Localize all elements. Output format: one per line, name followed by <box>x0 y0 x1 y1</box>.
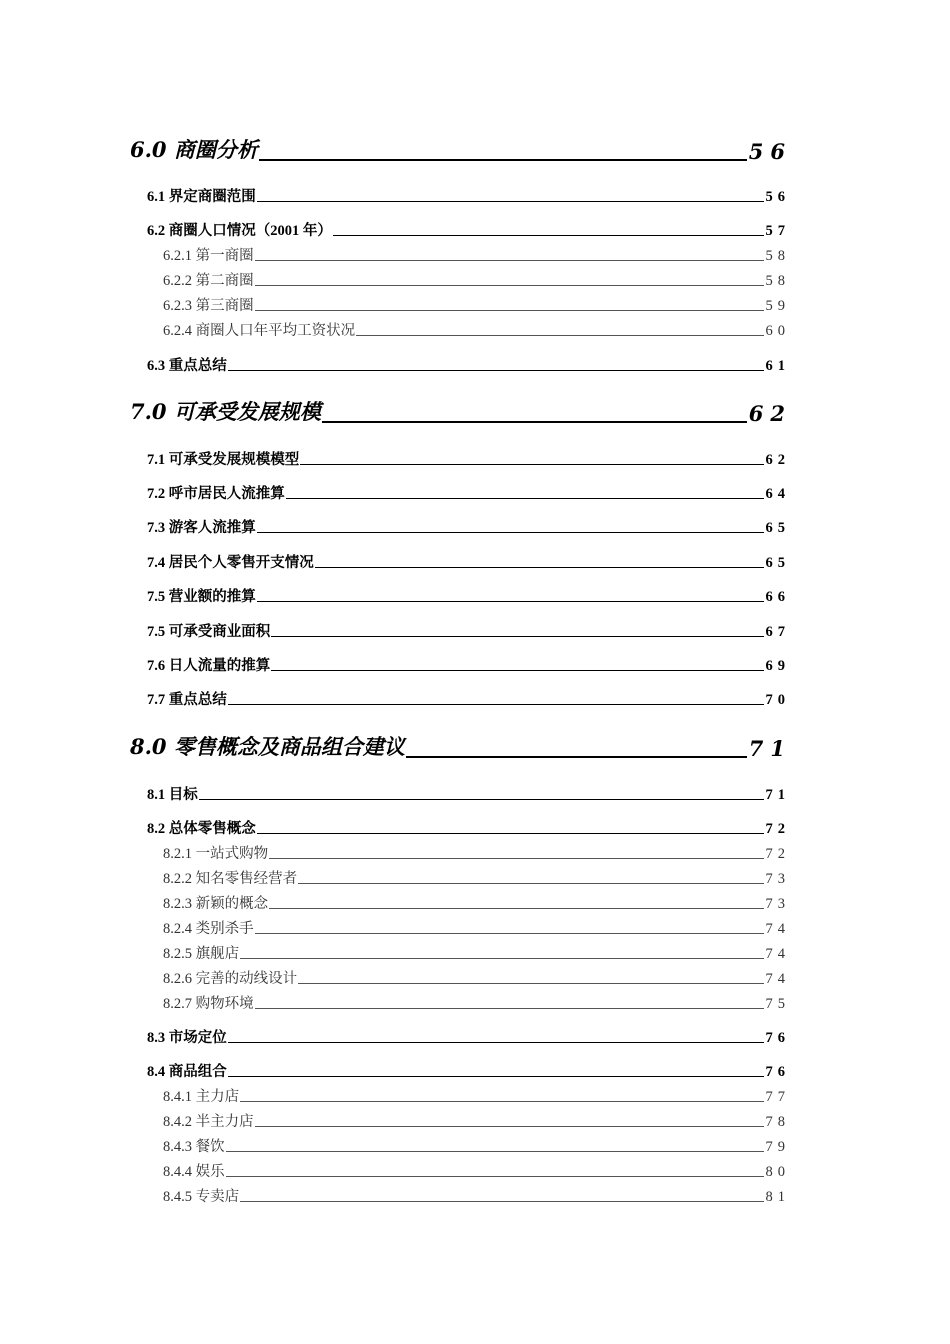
toc-page-number: 76 <box>765 1064 790 1080</box>
toc-entry-7-4[interactable] <box>147 552 790 572</box>
toc-leader <box>269 908 763 909</box>
toc-page-number: 58 <box>765 248 790 264</box>
toc-page-number: 62 <box>748 401 792 426</box>
toc-entry-8-0[interactable] <box>130 733 792 761</box>
toc-entry-6-2-3[interactable] <box>163 295 790 315</box>
toc-entry-7-0[interactable] <box>130 398 792 426</box>
toc-entry-7-3[interactable] <box>147 517 790 537</box>
toc-leader <box>240 1101 763 1102</box>
toc-leader <box>257 833 764 834</box>
toc-entry-label: 7.3 游客人流推算 <box>147 520 256 536</box>
toc-leader <box>255 285 764 286</box>
toc-leader <box>406 756 747 758</box>
toc-leader <box>286 498 764 499</box>
toc-page-number: 77 <box>765 1089 790 1105</box>
toc-page-number: 65 <box>765 520 790 536</box>
toc-entry-label: 8.4.1 主力店 <box>163 1089 240 1105</box>
toc-page-number: 74 <box>765 921 790 937</box>
toc-leader <box>255 260 764 261</box>
toc-leader <box>228 370 764 371</box>
toc-leader <box>226 1176 764 1177</box>
toc-entry-label: 7.6 日人流量的推算 <box>147 658 271 674</box>
toc-page-number: 81 <box>765 1189 790 1205</box>
toc-leader <box>228 704 764 705</box>
toc-entry-6-2-1[interactable] <box>163 245 790 265</box>
toc-entry-8-2-1[interactable] <box>163 843 790 863</box>
toc-page-number: 61 <box>765 358 790 374</box>
toc-entry-label: 8.2.3 新颖的概念 <box>163 896 269 912</box>
toc-leader <box>257 201 764 202</box>
toc-entry-label: 8.2 总体零售概念 <box>147 821 256 837</box>
toc-page-number: 69 <box>765 658 790 674</box>
toc-entry-label: 6.2 商圈人口情况（2001 年） <box>147 223 332 239</box>
toc-page-number: 66 <box>765 589 790 605</box>
toc-leader <box>322 421 747 423</box>
toc-leader <box>259 159 747 161</box>
toc-leader <box>255 310 764 311</box>
toc-entry-label: 6.0 商圈分析 <box>130 137 258 162</box>
toc-entry-label: 6.3 重点总结 <box>147 358 227 374</box>
toc-page-number: 56 <box>765 189 790 205</box>
toc-leader <box>255 933 764 934</box>
toc-leader <box>228 1076 764 1077</box>
toc-entry-8-4-2[interactable] <box>163 1111 790 1131</box>
toc-entry-label: 7.5 营业额的推算 <box>147 589 256 605</box>
toc-entry-8-2[interactable] <box>147 818 790 838</box>
toc-entry-label: 8.2.6 完善的动线设计 <box>163 971 298 987</box>
toc-page-number: 74 <box>765 946 790 962</box>
toc-entry-8-4-4[interactable] <box>163 1161 790 1181</box>
toc-leader <box>240 958 763 959</box>
toc-leader <box>271 670 763 671</box>
toc-leader <box>257 601 764 602</box>
toc-entry-label: 8.4.2 半主力店 <box>163 1114 254 1130</box>
toc-page-number: 79 <box>765 1139 790 1155</box>
toc-entry-label: 8.4.3 餐饮 <box>163 1139 225 1155</box>
toc-entry-8-4[interactable] <box>147 1061 790 1081</box>
toc-entry-label: 7.7 重点总结 <box>147 692 227 708</box>
toc-entry-8-2-7[interactable] <box>163 993 790 1013</box>
toc-leader <box>226 1151 764 1152</box>
toc-page-number: 71 <box>748 736 792 761</box>
toc-entry-8-4-3[interactable] <box>163 1136 790 1156</box>
toc-leader <box>228 1042 764 1043</box>
toc-entry-8-2-2[interactable] <box>163 868 790 888</box>
toc-leader <box>257 532 764 533</box>
toc-page-number: 64 <box>765 486 790 502</box>
toc-leader <box>240 1201 763 1202</box>
toc-entry-label: 8.2.5 旗舰店 <box>163 946 240 962</box>
toc-page-number: 67 <box>765 624 790 640</box>
toc-entry-label: 6.1 界定商圈范围 <box>147 189 256 205</box>
toc-entry-8-2-4[interactable] <box>163 918 790 938</box>
toc-entry-label: 6.2.2 第二商圈 <box>163 273 254 289</box>
toc-entry-label: 7.4 居民个人零售开支情况 <box>147 555 314 571</box>
toc-entry-8-4-1[interactable] <box>163 1086 790 1106</box>
toc-page-number: 73 <box>765 896 790 912</box>
toc-leader <box>300 464 763 465</box>
toc-leader <box>199 799 764 800</box>
toc-entry-8-2-5[interactable] <box>163 943 790 963</box>
toc-entry-6-2-2[interactable] <box>163 270 790 290</box>
toc-entry-7-5b[interactable] <box>147 621 790 641</box>
toc-entry-label: 7.5 可承受商业面积 <box>147 624 271 640</box>
toc-page-number: 75 <box>765 996 790 1012</box>
toc-page-number: 70 <box>765 692 790 708</box>
toc-page-number: 71 <box>765 787 790 803</box>
toc-entry-6-0[interactable] <box>130 136 792 164</box>
toc-page-number: 73 <box>765 871 790 887</box>
toc-leader <box>298 883 763 884</box>
toc-page-number: 72 <box>765 846 790 862</box>
toc-entry-label: 7.0 可承受发展规模 <box>130 399 321 424</box>
toc-entry-6-2[interactable] <box>147 220 790 240</box>
toc-entry-8-2-6[interactable] <box>163 968 790 988</box>
toc-entry-label: 8.4.5 专卖店 <box>163 1189 240 1205</box>
toc-leader <box>271 636 763 637</box>
toc-page-number: 60 <box>765 323 790 339</box>
toc-entry-7-6[interactable] <box>147 655 790 675</box>
toc-entry-label: 7.1 可承受发展规模模型 <box>147 452 300 468</box>
toc-entry-7-5a[interactable] <box>147 586 790 606</box>
toc-entry-label: 8.2.7 购物环境 <box>163 996 254 1012</box>
toc-leader <box>333 235 764 236</box>
toc-entry-7-2[interactable] <box>147 483 790 503</box>
toc-entry-label: 8.3 市场定位 <box>147 1030 227 1046</box>
toc-page-number: 58 <box>765 273 790 289</box>
toc-page-number: 65 <box>765 555 790 571</box>
toc-entry-6-1[interactable] <box>147 186 790 206</box>
toc-entry-label: 6.2.4 商圈人口年平均工资状况 <box>163 323 356 339</box>
toc-entry-label: 6.2.1 第一商圈 <box>163 248 254 264</box>
toc-entry-8-3[interactable] <box>147 1027 790 1047</box>
toc-entry-label: 6.2.3 第三商圈 <box>163 298 254 314</box>
toc-page-number: 56 <box>748 139 792 164</box>
toc-entry-6-2-4[interactable] <box>163 320 790 340</box>
toc-entry-label: 8.2.1 一站式购物 <box>163 846 269 862</box>
toc-entry-8-2-3[interactable] <box>163 893 790 913</box>
toc-entry-6-3[interactable] <box>147 355 790 375</box>
toc-entry-label: 8.1 目标 <box>147 787 198 803</box>
toc-leader <box>298 983 763 984</box>
toc-entry-label: 7.2 呼市居民人流推算 <box>147 486 285 502</box>
toc-leader <box>315 567 764 568</box>
toc-page-number: 59 <box>765 298 790 314</box>
toc-page-number: 80 <box>765 1164 790 1180</box>
toc-page-number: 74 <box>765 971 790 987</box>
toc-entry-7-1[interactable] <box>147 449 790 469</box>
toc-entry-label: 8.4 商品组合 <box>147 1064 227 1080</box>
toc-entry-7-7[interactable] <box>147 689 790 709</box>
toc-leader <box>269 858 763 859</box>
toc-entry-label: 8.2.2 知名零售经营者 <box>163 871 298 887</box>
toc-leader <box>255 1008 764 1009</box>
toc-page-number: 76 <box>765 1030 790 1046</box>
toc-page-number: 72 <box>765 821 790 837</box>
toc-entry-label: 8.2.4 类别杀手 <box>163 921 254 937</box>
toc-page-number: 62 <box>765 452 790 468</box>
toc-entry-8-1[interactable] <box>147 784 790 804</box>
toc-entry-8-4-5[interactable] <box>163 1186 790 1206</box>
toc-page-number: 78 <box>765 1114 790 1130</box>
toc-entry-label: 8.4.4 娱乐 <box>163 1164 225 1180</box>
toc-leader <box>356 335 763 336</box>
toc-leader <box>255 1126 764 1127</box>
toc-entry-label: 8.0 零售概念及商品组合建议 <box>130 734 405 759</box>
toc-page-number: 57 <box>765 223 790 239</box>
